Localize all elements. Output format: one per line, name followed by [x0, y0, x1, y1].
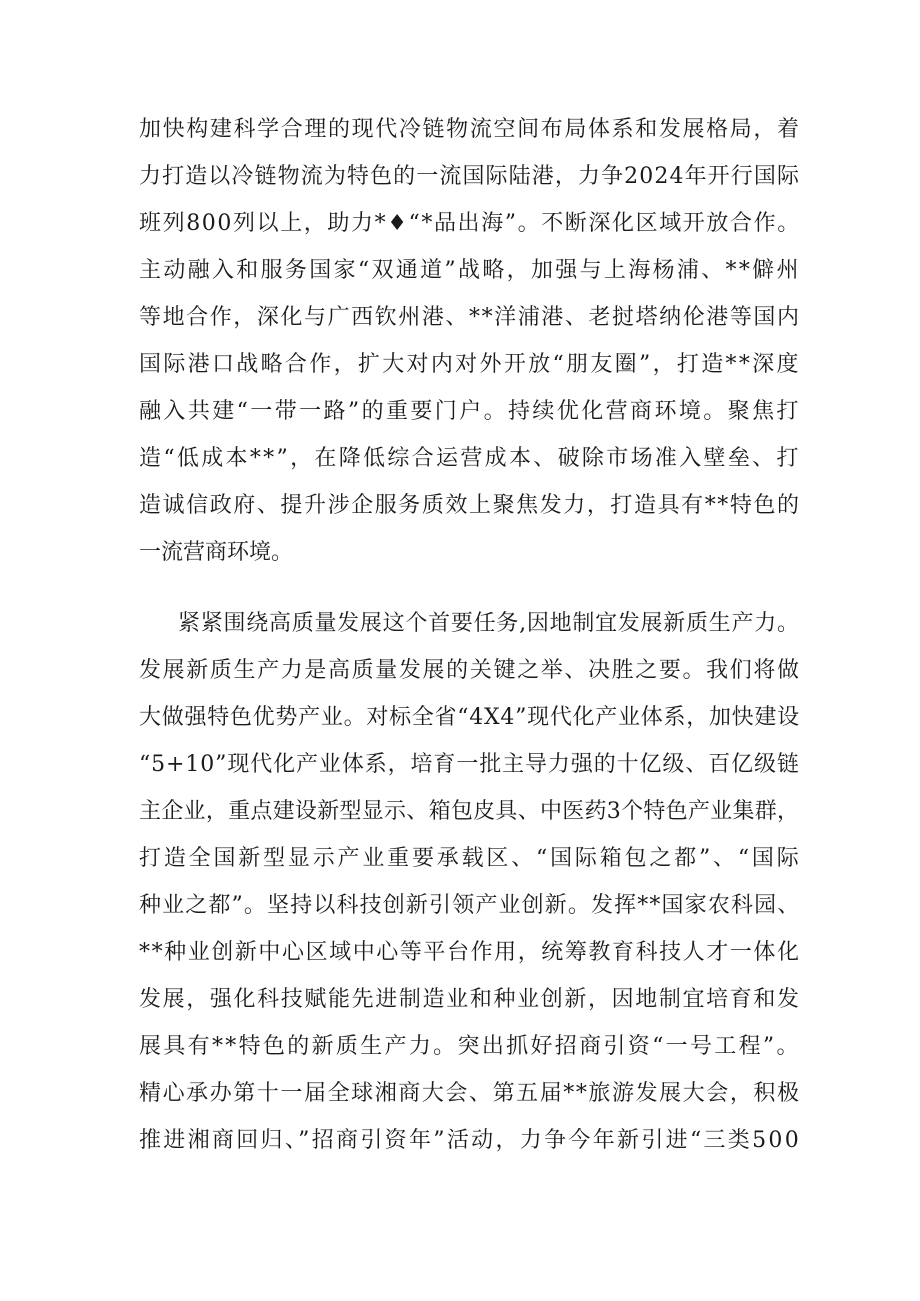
text-line: 发展，强化科技赋能先进制造业和种业创新，因地制宜培育和发 [139, 987, 801, 1012]
text-line: 展具有**特色的新质生产力。突出抓好招商引资“一号工程”。 [139, 1034, 801, 1059]
text-line: 班列800列以上，助力*♦“*品出海”。不断深化区域开放合作。 [139, 211, 801, 236]
text-line: 精心承办第十一届全球湘商大会、第五届**旅游发展大会，积极 [139, 1081, 801, 1106]
text-line: 主企业，重点建设新型显示、箱包皮具、中医药3个特色产业集群， [139, 799, 800, 824]
text-line: 大做强特色优势产业。对标全省“4X4”现代化产业体系，加快建设 [139, 705, 800, 730]
text-line: 主动融入和服务国家“双通道”战略，加强与上海杨浦、**僻州 [139, 258, 801, 283]
text-line: 力打造以冷链物流为特色的一流国际陆港，力争2024年开行国际 [139, 164, 801, 189]
text-line: 融入共建“一带一路”的重要门户。持续优化营商环境。聚焦打 [139, 399, 801, 424]
text-line: **种业创新中心区域中心等平台作用，统筹教育科技人才一体化 [139, 940, 801, 965]
text-line: 造“低成本**”，在降低综合运营成本、破除市场准入壁垒、打 [139, 446, 801, 471]
text-line: “5+10”现代化产业体系，培育一批主导力强的十亿级、百亿级链 [139, 752, 800, 777]
text-line: 加快构建科学合理的现代冷链物流空间布局体系和发展格局，着 [139, 117, 801, 142]
text-line: 紧紧围绕高质量发展这个首要任务,因地制宜发展新质生产力。 [178, 611, 800, 636]
text-line: 打造全国新型显示产业重要承载区、“国际箱包之都”、“国际 [139, 846, 802, 871]
text-line: 发展新质生产力是高质量发展的关键之举、决胜之要。我们将做 [139, 658, 801, 683]
text-line: 等地合作，深化与广西钦州港、**洋浦港、老挝塔纳伦港等国内 [139, 305, 801, 330]
text-line: 种业之都”。坚持以科技创新引领产业创新。发挥**国家农科园、 [139, 893, 801, 918]
text-line: 一流营商环境。 [139, 540, 294, 565]
text-line: 造诚信政府、提升涉企服务质效上聚焦发力，打造具有**特色的 [139, 493, 801, 518]
text-line: 国际港口战略合作，扩大对内对外开放“朋友圈”，打造**深度 [139, 352, 801, 377]
text-line: 推进湘商回归、”招商引资年”活动，力争今年新引进“三类500 [139, 1128, 802, 1153]
